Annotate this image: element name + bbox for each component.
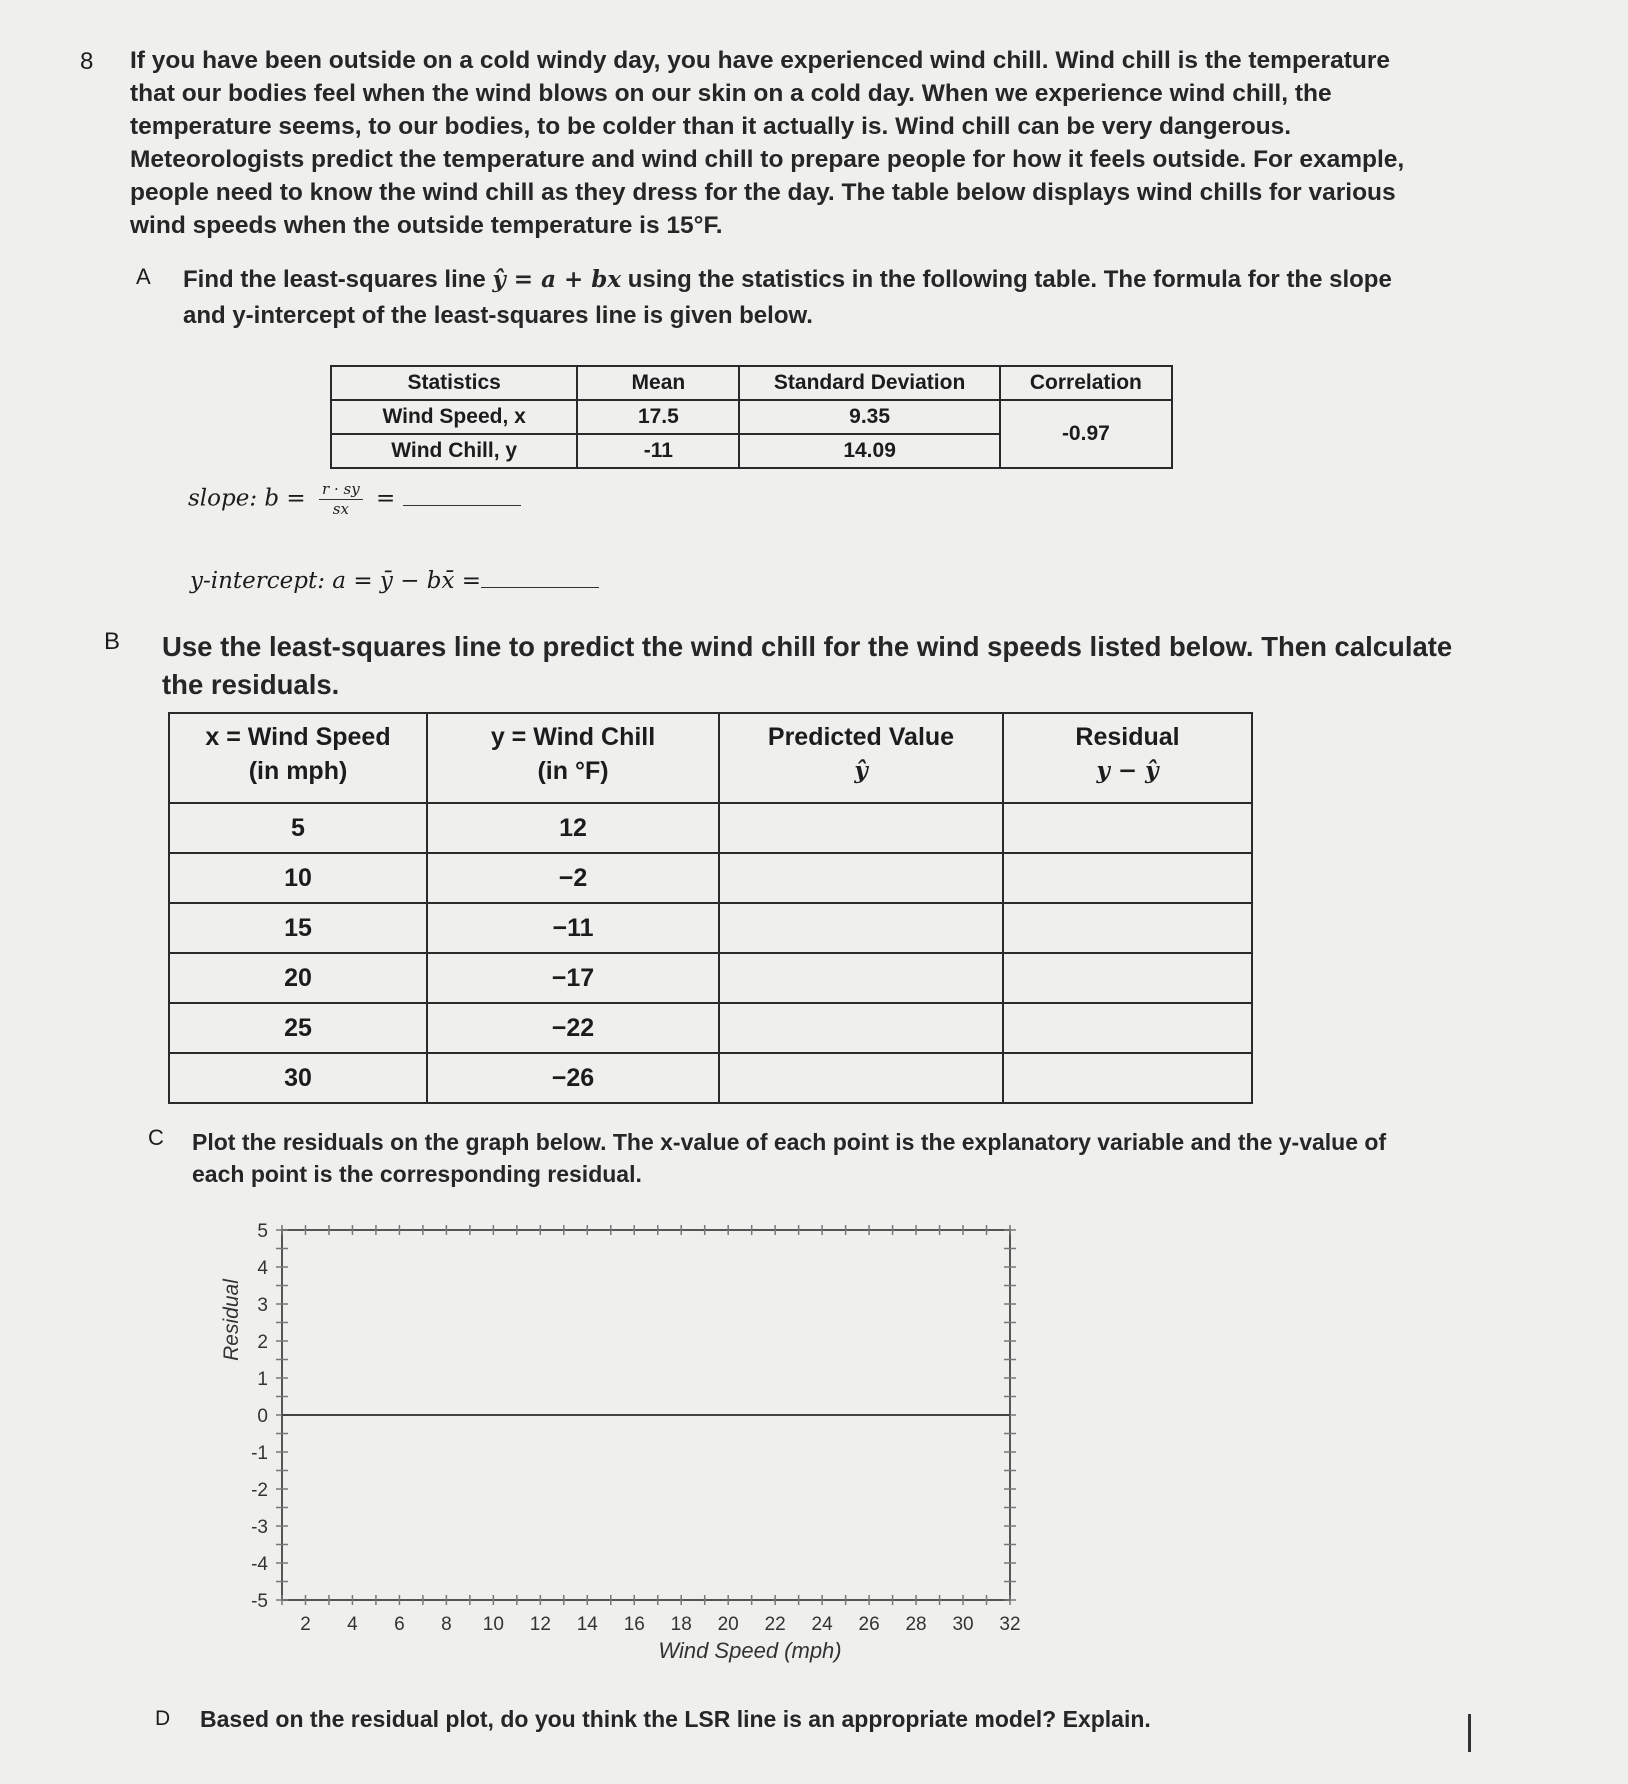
table-row [169, 903, 1252, 953]
residual-cell[interactable] [1003, 853, 1252, 903]
predicted-value-cell[interactable] [719, 803, 1003, 853]
wind-speed-cell: 20 [169, 953, 427, 1003]
table-row [169, 1003, 1252, 1053]
pred-header-residual: Residual y − ŷ [1003, 713, 1252, 803]
y-tick-label: -1 [251, 1443, 268, 1464]
part-a-text-before: Find the least-squares line [183, 266, 493, 293]
y-tick-label: 5 [257, 1221, 268, 1242]
wind-chill-cell: −22 [427, 1003, 719, 1053]
slope-formula [188, 480, 521, 519]
residual-cell[interactable] [1003, 1053, 1252, 1103]
wind-speed-cell: 5 [169, 803, 427, 853]
stats-sd-y: 14.09 [739, 434, 999, 468]
predicted-value-cell[interactable] [719, 1003, 1003, 1053]
x-tick-label: 14 [576, 1614, 598, 1635]
y-tick-label: 0 [257, 1406, 268, 1427]
residual-cell[interactable] [1003, 903, 1252, 953]
part-a-text-after: using the statistics in the following table. The formula for the slope and y-intercept of the least-squares line is given below. [183, 266, 1392, 329]
x-tick-label: 28 [905, 1614, 927, 1635]
part-b-label: B [104, 628, 121, 655]
x-tick-label: 32 [999, 1614, 1021, 1635]
slope-equals: = [376, 485, 396, 512]
wind-chill-cell: −2 [427, 853, 719, 903]
wind-speed-cell: 30 [169, 1053, 427, 1103]
stats-header-correlation: Correlation [1000, 366, 1172, 400]
wind-chill-cell: −17 [427, 953, 719, 1003]
question-intro: If you have been outside on a cold windy day, you have experienced wind chill. Wind chill is the temperature that our bodies feel when the wind blows on our skin on a cold day. When we experience wind chill, the temperature seems, to our bodies, to be colder than it actually is. Wind chill can be very dangerous. Meteorologists predict the temperature and wind chill to prepare people for how it feels outside. For example, people need to know the wind chill as they dress for the day. The table below displays wind chills for various wind speeds when the outside temperature is 15°F. [130, 47, 1405, 239]
stats-mean-x: 17.5 [577, 400, 739, 434]
x-tick-label: 2 [300, 1614, 311, 1635]
wind-speed-cell: 25 [169, 1003, 427, 1053]
stats-row-label: Wind Chill, y [331, 434, 577, 468]
stats-row-label: Wind Speed, x [331, 400, 577, 434]
table-row [169, 853, 1252, 903]
table-row [169, 1053, 1252, 1103]
x-tick-label: 30 [952, 1614, 974, 1635]
x-tick-label: 26 [858, 1614, 880, 1635]
wind-speed-cell: 15 [169, 903, 427, 953]
text-cursor [1468, 1714, 1471, 1752]
y-tick-label: -4 [251, 1554, 268, 1575]
x-tick-label: 4 [347, 1614, 358, 1635]
part-c-prompt: Plot the residuals on the graph below. The x-value of each point is the explanatory variable and the y-value of each point is the corresponding residual. [192, 1129, 1387, 1187]
stats-header-sd: Standard Deviation [739, 366, 999, 400]
stats-mean-y: -11 [577, 434, 739, 468]
slope-denominator: sx [332, 500, 349, 518]
x-tick-label: 6 [394, 1614, 405, 1635]
x-tick-label: 8 [441, 1614, 452, 1635]
x-tick-label: 18 [670, 1614, 692, 1635]
table-row [169, 953, 1252, 1003]
y-axis-label: Residual [220, 1279, 243, 1361]
pred-header-x: x = Wind Speed (in mph) [169, 713, 427, 803]
statistics-table [330, 365, 1173, 469]
predicted-value-cell[interactable] [719, 903, 1003, 953]
residual-plot[interactable] [210, 1210, 1040, 1670]
part-a-label: A [136, 264, 151, 289]
part-d-prompt: Based on the residual plot, do you think the LSR line is an appropriate model? Explain. [200, 1706, 1151, 1732]
y-intercept-label: y-intercept: a = ȳ − bx̄ = [190, 568, 482, 594]
part-d-label: D [155, 1707, 171, 1730]
stats-header-statistics: Statistics [331, 366, 577, 400]
y-tick-label: 4 [257, 1258, 268, 1279]
slope-numerator: r · sy [319, 480, 363, 500]
question-number: 8 [80, 48, 94, 75]
wind-chill-cell: 12 [427, 803, 719, 853]
predicted-value-cell[interactable] [719, 1053, 1003, 1103]
pred-header-predicted: Predicted Value ŷ [719, 713, 1003, 803]
predicted-value-cell[interactable] [719, 953, 1003, 1003]
y-tick-label: -3 [251, 1517, 268, 1538]
x-tick-label: 24 [811, 1614, 833, 1635]
y-tick-label: 1 [257, 1369, 268, 1390]
y-tick-label: -5 [251, 1591, 268, 1612]
y-tick-label: -2 [251, 1480, 268, 1501]
wind-speed-cell: 10 [169, 853, 427, 903]
table-row [169, 803, 1252, 853]
part-c-label: C [148, 1125, 164, 1150]
y-tick-label: 2 [257, 1332, 268, 1353]
x-tick-label: 10 [482, 1614, 504, 1635]
x-tick-label: 22 [764, 1614, 786, 1635]
y-tick-label: 3 [257, 1295, 268, 1316]
stats-sd-x: 9.35 [739, 400, 999, 434]
predicted-value-cell[interactable] [719, 853, 1003, 903]
part-a-prompt [183, 262, 1433, 334]
lsr-equation: ŷ = a + bx [492, 266, 622, 293]
x-tick-label: 20 [717, 1614, 739, 1635]
slope-label: slope: b = [188, 485, 306, 512]
x-tick-label: 16 [623, 1614, 645, 1635]
residual-cell[interactable] [1003, 1003, 1252, 1053]
slope-fraction [319, 480, 363, 519]
y-intercept-formula [190, 567, 599, 594]
pred-header-y: y = Wind Chill (in °F) [427, 713, 719, 803]
wind-chill-cell: −11 [427, 903, 719, 953]
x-axis-label: Wind Speed (mph) [658, 1638, 842, 1663]
residual-cell[interactable] [1003, 803, 1252, 853]
prediction-table [168, 712, 1253, 1104]
residual-cell[interactable] [1003, 953, 1252, 1003]
slope-answer-blank[interactable] [403, 485, 521, 506]
stats-header-mean: Mean [577, 366, 739, 400]
y-intercept-answer-blank[interactable] [481, 567, 599, 588]
stats-correlation: -0.97 [1000, 400, 1172, 468]
wind-chill-cell: −26 [427, 1053, 719, 1103]
part-b-prompt: Use the least-squares line to predict the wind chill for the wind speeds listed below. Then calculate the residuals. [162, 631, 1453, 700]
x-tick-label: 12 [529, 1614, 551, 1635]
